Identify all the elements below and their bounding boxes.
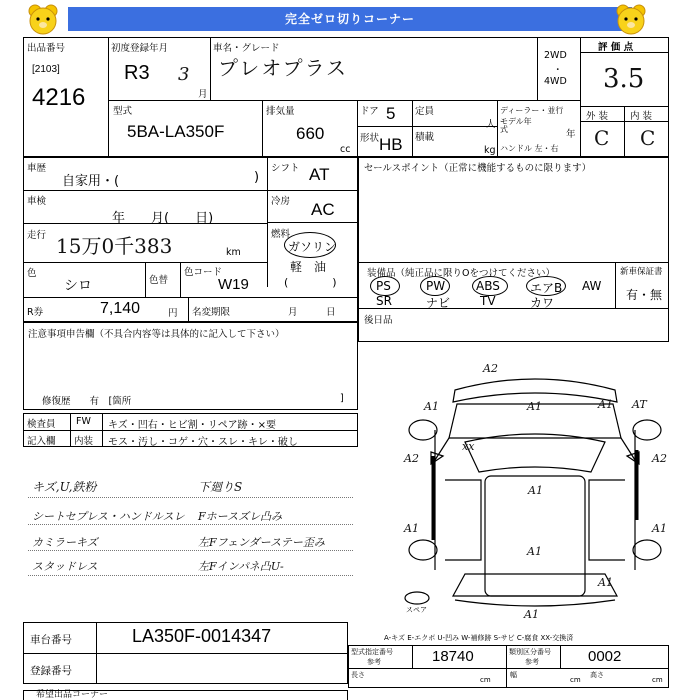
bear-mascot-icon xyxy=(26,2,60,36)
damage-mark-hood: A1 xyxy=(527,400,542,413)
interior-check-options: モス・汚し・コゲ・穴・スレ・キレ・破し xyxy=(108,437,298,448)
grade-value: 3.5 xyxy=(603,64,645,94)
warranty-value: 有・無 xyxy=(626,288,663,302)
note-right-4: 左Fインパネ凸U- xyxy=(198,560,284,573)
height-unit: cm xyxy=(652,676,663,684)
cc-unit: cc xyxy=(340,144,351,155)
fuel-diesel: 軽 油 xyxy=(290,260,327,274)
displacement-value: 660 xyxy=(296,124,325,143)
note-left-1: キズ,U,鉄粉 xyxy=(32,480,97,494)
exterior-label: 外 装 xyxy=(586,111,609,122)
load-label: 積載 xyxy=(415,132,435,143)
damage-mark-right-fender: A2 xyxy=(652,452,667,465)
note-right-3: 左Fフェンダーステー歪み xyxy=(198,536,325,549)
yen-unit: 円 xyxy=(168,308,178,319)
bottom-banner: 希望出品コーナー xyxy=(36,690,109,700)
damage-mark-front-bumper: A2 xyxy=(483,362,498,375)
exterior-value: C xyxy=(594,126,610,150)
color-label: 色 xyxy=(27,268,37,279)
sales-point-frame xyxy=(358,157,669,342)
ac-label: 冷房 xyxy=(271,196,291,207)
damage-mark-right-front: A1 xyxy=(598,398,613,411)
registration-label: 登録番号 xyxy=(30,665,72,677)
lot-number: 4216 xyxy=(32,84,86,111)
handle-label: ハンドル 左・右 xyxy=(500,144,559,153)
note-right-2: Fホースズレ凸み xyxy=(198,510,283,523)
first-registration-label: 初度登録年月 xyxy=(111,43,169,54)
damage-mark-exchanged: xx xyxy=(462,440,475,453)
person-unit: 人 xyxy=(486,119,496,130)
note-left-2: シートセプレス・ハンドルスレ xyxy=(32,510,185,523)
equip-sr: SR xyxy=(376,294,392,308)
door-value: 5 xyxy=(386,104,396,123)
capacity-label: 定員 xyxy=(415,106,435,117)
shape-label: 形状 xyxy=(360,133,380,144)
class-number-value: 0002 xyxy=(588,648,622,665)
recycle-value: 7,140 xyxy=(100,300,141,317)
equipment-label: 装備品（純正品に限りOをつけてください） xyxy=(367,268,555,279)
height-label: 高さ xyxy=(590,671,604,679)
lot-prefix: [2103] xyxy=(32,64,60,75)
equip-abs: ABS xyxy=(476,279,500,293)
interior-check-label: 内装 xyxy=(74,436,94,447)
damage-mark-roof: A1 xyxy=(528,484,543,497)
fuel-label: 燃料 xyxy=(271,229,291,240)
mileage-label: 走行 xyxy=(27,230,47,241)
inspection-label: 車検 xyxy=(27,196,47,207)
bear-mascot-icon xyxy=(614,2,648,36)
shape-value: HB xyxy=(379,135,403,154)
fw-label: FW xyxy=(76,416,91,427)
warranty-label: 新車保証書 xyxy=(620,267,663,277)
name-change-date: 月 日 xyxy=(288,307,336,318)
damage-mark-right-wheel: A1 xyxy=(598,576,613,589)
car-name: プレオプラス xyxy=(218,56,348,80)
model-value: 5BA-LA350F xyxy=(127,122,225,141)
model-label: 型式 xyxy=(113,106,133,117)
spec-number-value: 18740 xyxy=(432,648,474,665)
shift-value: AT xyxy=(309,165,330,184)
airbag-selected-circle xyxy=(526,276,566,296)
damage-mark-left-front: A1 xyxy=(424,400,439,413)
repair-close: ] xyxy=(340,393,344,404)
kg-unit: kg xyxy=(484,145,496,156)
displacement-label: 排気量 xyxy=(266,106,295,117)
inspector-label: 検査員 xyxy=(27,419,56,430)
damage-mark-rear-bumper: A1 xyxy=(524,608,539,621)
first-registration-month: 3 xyxy=(178,64,190,85)
abs-selected-circle xyxy=(472,276,508,296)
equip-airbag: エアB xyxy=(530,281,563,295)
exterior-check-options: キズ・凹右・ヒビ割・リペア跡・×要 xyxy=(108,420,276,431)
drive-4wd: 4WD xyxy=(544,76,567,87)
equip-aw: AW xyxy=(582,279,602,293)
length-label: 長さ xyxy=(351,671,365,679)
damage-mark-left-fender: A2 xyxy=(404,452,419,465)
color-value: シロ xyxy=(64,278,92,294)
mileage-value: 15万0千383 xyxy=(56,234,173,258)
color-code-value: W19 xyxy=(218,276,249,293)
history-close: ) xyxy=(254,170,260,185)
repair-history: 修復歴 有 [箇所 xyxy=(42,396,132,407)
notes-title: 注意事項申告欄（不具合内容等は具体的に記入して下さい） xyxy=(28,329,285,340)
year-unit: 年 xyxy=(566,129,576,140)
model-year-label: モデル年式 xyxy=(500,117,532,134)
color-code-label: 色コード xyxy=(184,267,223,278)
shift-label: シフト xyxy=(271,163,300,174)
width-unit: cm xyxy=(570,676,581,684)
fuel-gasoline: ガソリン xyxy=(288,240,337,254)
interior-value: C xyxy=(640,126,656,150)
damage-mark-left-rear: A1 xyxy=(404,522,419,535)
spare-label: スペア xyxy=(406,606,427,614)
car-name-label: 車名・グレード xyxy=(213,43,280,54)
note-left-3: カミラーキズ xyxy=(32,536,98,549)
length-unit: cm xyxy=(480,676,491,684)
dealer-label: ディーラー・並行 xyxy=(500,106,564,115)
page-banner: 完全ゼロ切りコーナー xyxy=(68,7,632,31)
equip-pw: PW xyxy=(426,279,446,293)
recycle-label: R券 xyxy=(27,307,44,318)
history-value: 自家用・( xyxy=(62,174,120,189)
class-ref: 参考 xyxy=(525,658,539,666)
pw-selected-circle xyxy=(420,276,450,296)
drive-2wd: 2WD xyxy=(544,50,567,61)
fuel-other: ( ) xyxy=(284,276,337,289)
damage-mark-right-mirror: AT xyxy=(632,398,647,411)
entry-label: 記入欄 xyxy=(27,436,56,447)
drive-separator: ・ xyxy=(553,65,563,76)
ac-value: AC xyxy=(311,200,335,219)
lot-number-label: 出品番号 xyxy=(27,43,66,54)
grade-label: 評 価 点 xyxy=(598,42,634,53)
equip-navi: ナビ xyxy=(426,296,451,310)
interior-label: 内 装 xyxy=(630,111,653,122)
equip-leather: カワ xyxy=(530,296,555,310)
spec-number-label: 型式指定番号 xyxy=(351,648,393,656)
damage-mark-right-rear: A1 xyxy=(652,522,667,535)
chassis-label: 車台番号 xyxy=(30,634,72,646)
note-right-1: 下廻りS xyxy=(198,480,243,494)
inspection-value: 年 月( 日) xyxy=(112,211,214,226)
chassis-number: LA350F-0014347 xyxy=(132,626,272,646)
first-registration-era: R3 xyxy=(124,62,150,84)
equip-tv: TV xyxy=(480,294,496,308)
note-left-4: スタッドレス xyxy=(32,560,98,573)
month-suffix: 月 xyxy=(198,89,208,100)
class-number-label: 類別区分番号 xyxy=(509,648,551,656)
spec-ref: 参考 xyxy=(367,658,381,666)
color-swap-label: 色替 xyxy=(149,275,169,286)
equip-ps: PS xyxy=(376,279,391,293)
name-change-label: 名変期限 xyxy=(192,307,231,318)
history-label: 車歴 xyxy=(27,163,47,174)
ps-selected-circle xyxy=(370,276,400,296)
width-label: 幅 xyxy=(510,671,517,679)
door-label: ドア xyxy=(360,106,379,117)
rear-items-label: 後日品 xyxy=(364,315,393,326)
damage-legend: A-キズ E-エクボ U-凹み W-補修跡 S-サビ C-腐食 XX-交換済 xyxy=(384,634,574,642)
sales-point-label: セールスポイント（正常に機能するものに限ります） xyxy=(364,163,592,174)
fuel-selected-circle xyxy=(284,232,336,258)
damage-mark-rear-roof: A1 xyxy=(527,545,542,558)
km-unit: km xyxy=(226,247,241,258)
